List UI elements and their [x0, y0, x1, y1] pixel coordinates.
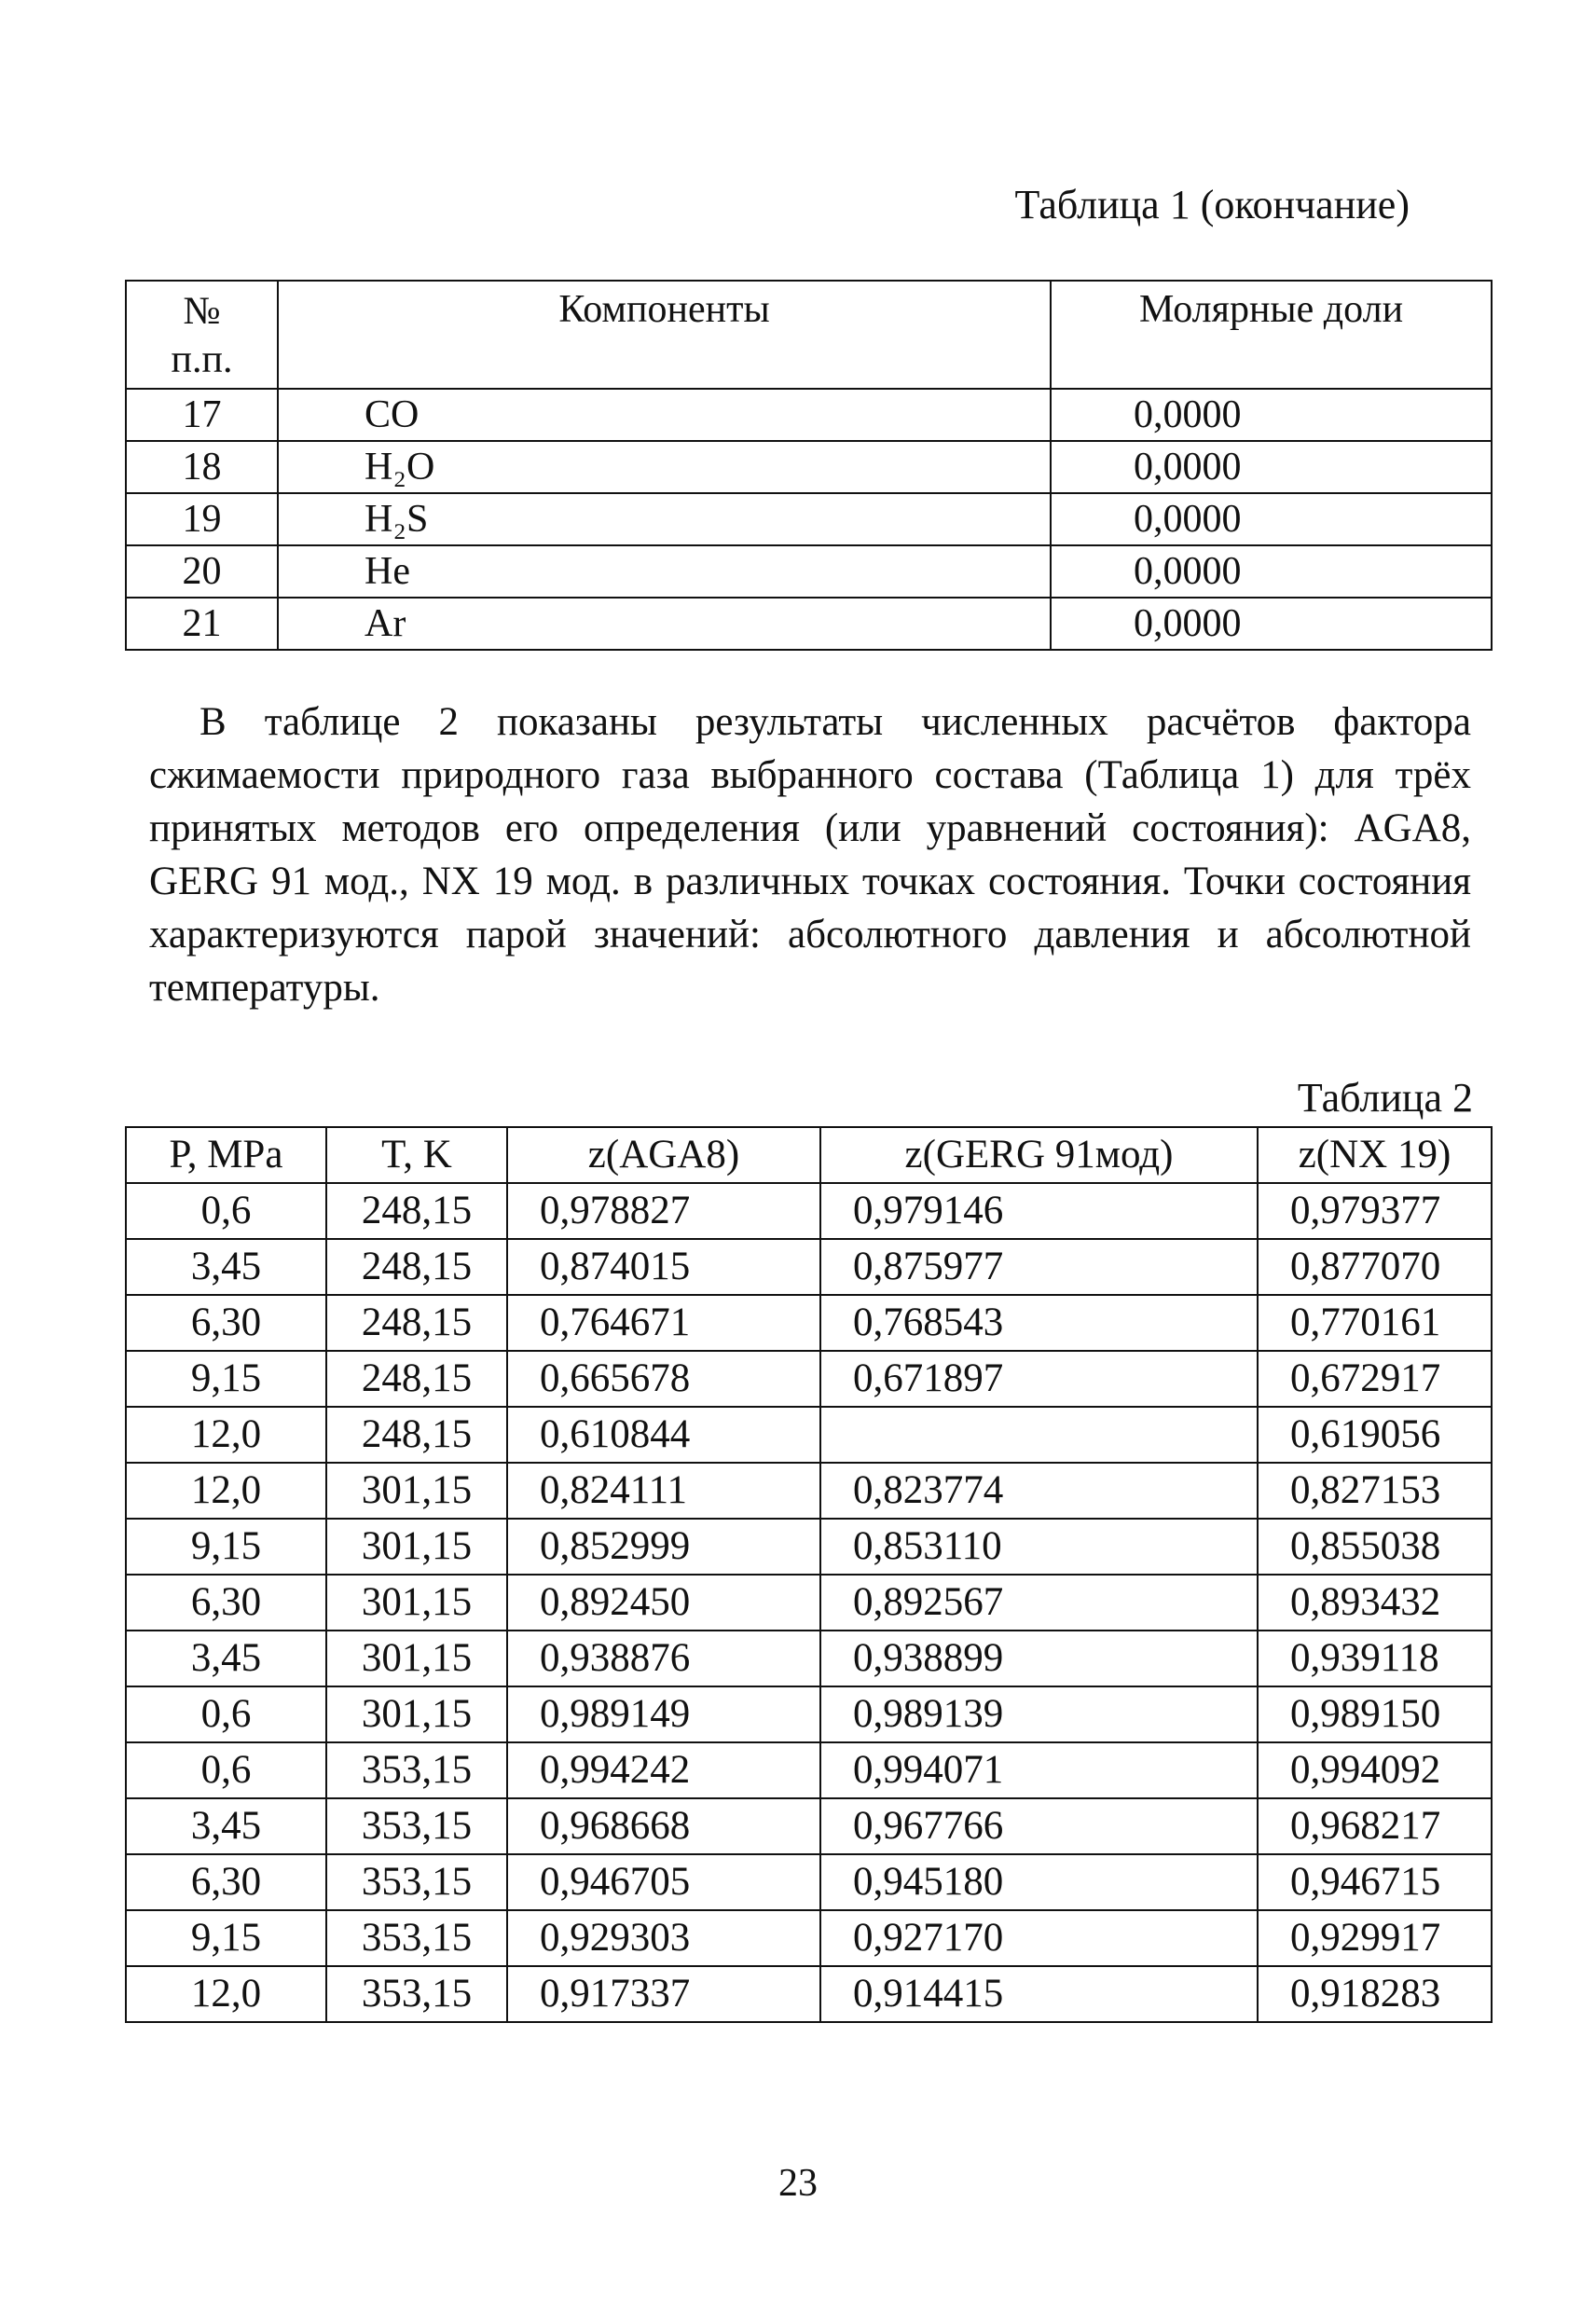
z-nx19-cell: 0,893432: [1258, 1575, 1492, 1631]
table-row: [126, 441, 1492, 493]
z-gerg-cell: 0,768543: [820, 1295, 1258, 1351]
z-aga8-cell: 0,994242: [507, 1742, 820, 1798]
z-aga8-cell: 0,874015: [507, 1239, 820, 1295]
header-number: [126, 281, 278, 389]
z-gerg-cell: 0,892567: [820, 1575, 1258, 1631]
component-name: Ar: [278, 598, 1051, 650]
temperature-cell: 353,15: [326, 1742, 507, 1798]
temperature-cell: 248,15: [326, 1239, 507, 1295]
pressure-cell: 9,15: [126, 1351, 326, 1407]
z-gerg-cell: 0,853110: [820, 1519, 1258, 1575]
table1-header-row: [126, 281, 1492, 389]
table-row: [126, 1854, 1492, 1910]
pressure-cell: 9,15: [126, 1910, 326, 1966]
pressure-cell: 12,0: [126, 1966, 326, 2022]
molar-fraction: 0,0000: [1051, 493, 1492, 545]
z-gerg-cell: 0,671897: [820, 1351, 1258, 1407]
z-aga8-cell: 0,852999: [507, 1519, 820, 1575]
z-nx19-cell: 0,827153: [1258, 1463, 1492, 1519]
table-row: [126, 1463, 1492, 1519]
temperature-cell: 353,15: [326, 1854, 507, 1910]
z-nx19-cell: 0,994092: [1258, 1742, 1492, 1798]
table-row: [126, 1239, 1492, 1295]
z-nx19-cell: 0,619056: [1258, 1407, 1492, 1463]
table-row: [126, 493, 1492, 545]
pressure-cell: 0,6: [126, 1183, 326, 1239]
pressure-cell: 6,30: [126, 1295, 326, 1351]
z-gerg-cell: [820, 1407, 1258, 1463]
pressure-cell: 12,0: [126, 1407, 326, 1463]
pressure-cell: 9,15: [126, 1519, 326, 1575]
temperature-cell: 301,15: [326, 1575, 507, 1631]
z-nx19-cell: 0,929917: [1258, 1910, 1492, 1966]
z-nx19-cell: 0,770161: [1258, 1295, 1492, 1351]
z-aga8-cell: 0,665678: [507, 1351, 820, 1407]
component-name: H₂S: [278, 493, 1051, 545]
temperature-cell: 248,15: [326, 1407, 507, 1463]
temperature-cell: 353,15: [326, 1966, 507, 2022]
z-aga8-cell: 0,989149: [507, 1686, 820, 1742]
temperature-cell: 301,15: [326, 1686, 507, 1742]
z-aga8-cell: 0,929303: [507, 1910, 820, 1966]
table2-body: [126, 1183, 1492, 2022]
row-number: 18: [126, 441, 278, 493]
row-number: 19: [126, 493, 278, 545]
component-name: H₂O: [278, 441, 1051, 493]
table2-caption: Таблица 2: [1297, 1075, 1473, 1121]
z-nx19-cell: 0,877070: [1258, 1239, 1492, 1295]
z-nx19-cell: 0,979377: [1258, 1183, 1492, 1239]
body-paragraph: В таблице 2 показаны результаты численных расчётов фактора сжимаемости природного газа выбранного состава (Таблица 1) для трёх принятых методов его определения (или уравнений состояния): AGA8, GERG 91 мод., NX 19 мод. в различных точках состояния. Точки состояния характеризуются парой значений: абсолютного давления и абсолютной температуры.: [149, 700, 1471, 1010]
header-molar-fractions: Молярные доли: [1051, 281, 1492, 389]
z-nx19-cell: 0,918283: [1258, 1966, 1492, 2022]
table-row: [126, 1686, 1492, 1742]
row-number: 21: [126, 598, 278, 650]
header-pressure: P, MPa: [126, 1127, 326, 1183]
temperature-cell: 353,15: [326, 1798, 507, 1854]
molar-fraction: 0,0000: [1051, 441, 1492, 493]
molar-fraction: 0,0000: [1051, 598, 1492, 650]
table-row: [126, 1910, 1492, 1966]
table-row: [126, 1631, 1492, 1686]
table2-header-row: [126, 1127, 1492, 1183]
temperature-cell: 301,15: [326, 1463, 507, 1519]
z-gerg-cell: 0,823774: [820, 1463, 1258, 1519]
z-aga8-cell: 0,978827: [507, 1183, 820, 1239]
table-row: [126, 1575, 1492, 1631]
z-aga8-cell: 0,764671: [507, 1295, 820, 1351]
table1-components: [125, 280, 1493, 651]
row-number: 20: [126, 545, 278, 598]
z-aga8-cell: 0,968668: [507, 1798, 820, 1854]
pressure-cell: 6,30: [126, 1854, 326, 1910]
table-row: [126, 1742, 1492, 1798]
z-aga8-cell: 0,610844: [507, 1407, 820, 1463]
molar-fraction: 0,0000: [1051, 545, 1492, 598]
z-nx19-cell: 0,939118: [1258, 1631, 1492, 1686]
header-temperature: T, K: [326, 1127, 507, 1183]
pressure-cell: 3,45: [126, 1798, 326, 1854]
temperature-cell: 301,15: [326, 1631, 507, 1686]
pressure-cell: 0,6: [126, 1742, 326, 1798]
z-gerg-cell: 0,994071: [820, 1742, 1258, 1798]
table-row: [126, 598, 1492, 650]
header-z-nx19: z(NX 19): [1258, 1127, 1492, 1183]
table-row: [126, 1966, 1492, 2022]
component-name: CO: [278, 389, 1051, 441]
z-gerg-cell: 0,989139: [820, 1686, 1258, 1742]
header-z-gerg: z(GERG 91мод): [820, 1127, 1258, 1183]
z-gerg-cell: 0,927170: [820, 1910, 1258, 1966]
z-gerg-cell: 0,979146: [820, 1183, 1258, 1239]
header-components: Компоненты: [278, 281, 1051, 389]
header-z-aga8: z(AGA8): [507, 1127, 820, 1183]
z-aga8-cell: 0,824111: [507, 1463, 820, 1519]
table-row: [126, 389, 1492, 441]
header-number-abbr: п.п.: [171, 338, 233, 381]
temperature-cell: 248,15: [326, 1351, 507, 1407]
header-number-symbol: №: [183, 290, 221, 333]
z-aga8-cell: 0,917337: [507, 1966, 820, 2022]
pressure-cell: 12,0: [126, 1463, 326, 1519]
row-number: 17: [126, 389, 278, 441]
table-row: [126, 1183, 1492, 1239]
table-row: [126, 1295, 1492, 1351]
z-aga8-cell: 0,938876: [507, 1631, 820, 1686]
pressure-cell: 3,45: [126, 1631, 326, 1686]
pressure-cell: 6,30: [126, 1575, 326, 1631]
z-gerg-cell: 0,945180: [820, 1854, 1258, 1910]
table2-compressibility: [125, 1126, 1493, 2023]
z-aga8-cell: 0,946705: [507, 1854, 820, 1910]
component-name: He: [278, 545, 1051, 598]
table-row: [126, 1351, 1492, 1407]
z-nx19-cell: 0,968217: [1258, 1798, 1492, 1854]
molar-fraction: 0,0000: [1051, 389, 1492, 441]
table-row: [126, 1798, 1492, 1854]
table1-caption: Таблица 1 (окончание): [1014, 182, 1410, 227]
pressure-cell: 0,6: [126, 1686, 326, 1742]
z-nx19-cell: 0,855038: [1258, 1519, 1492, 1575]
temperature-cell: 248,15: [326, 1295, 507, 1351]
z-aga8-cell: 0,892450: [507, 1575, 820, 1631]
z-nx19-cell: 0,672917: [1258, 1351, 1492, 1407]
z-gerg-cell: 0,875977: [820, 1239, 1258, 1295]
z-gerg-cell: 0,914415: [820, 1966, 1258, 2022]
pressure-cell: 3,45: [126, 1239, 326, 1295]
temperature-cell: 353,15: [326, 1910, 507, 1966]
table-row: [126, 1407, 1492, 1463]
z-nx19-cell: 0,946715: [1258, 1854, 1492, 1910]
z-gerg-cell: 0,938899: [820, 1631, 1258, 1686]
temperature-cell: 301,15: [326, 1519, 507, 1575]
table-row: [126, 1519, 1492, 1575]
table-row: [126, 545, 1492, 598]
page-number: 23: [778, 2162, 818, 2205]
temperature-cell: 248,15: [326, 1183, 507, 1239]
z-nx19-cell: 0,989150: [1258, 1686, 1492, 1742]
z-gerg-cell: 0,967766: [820, 1798, 1258, 1854]
